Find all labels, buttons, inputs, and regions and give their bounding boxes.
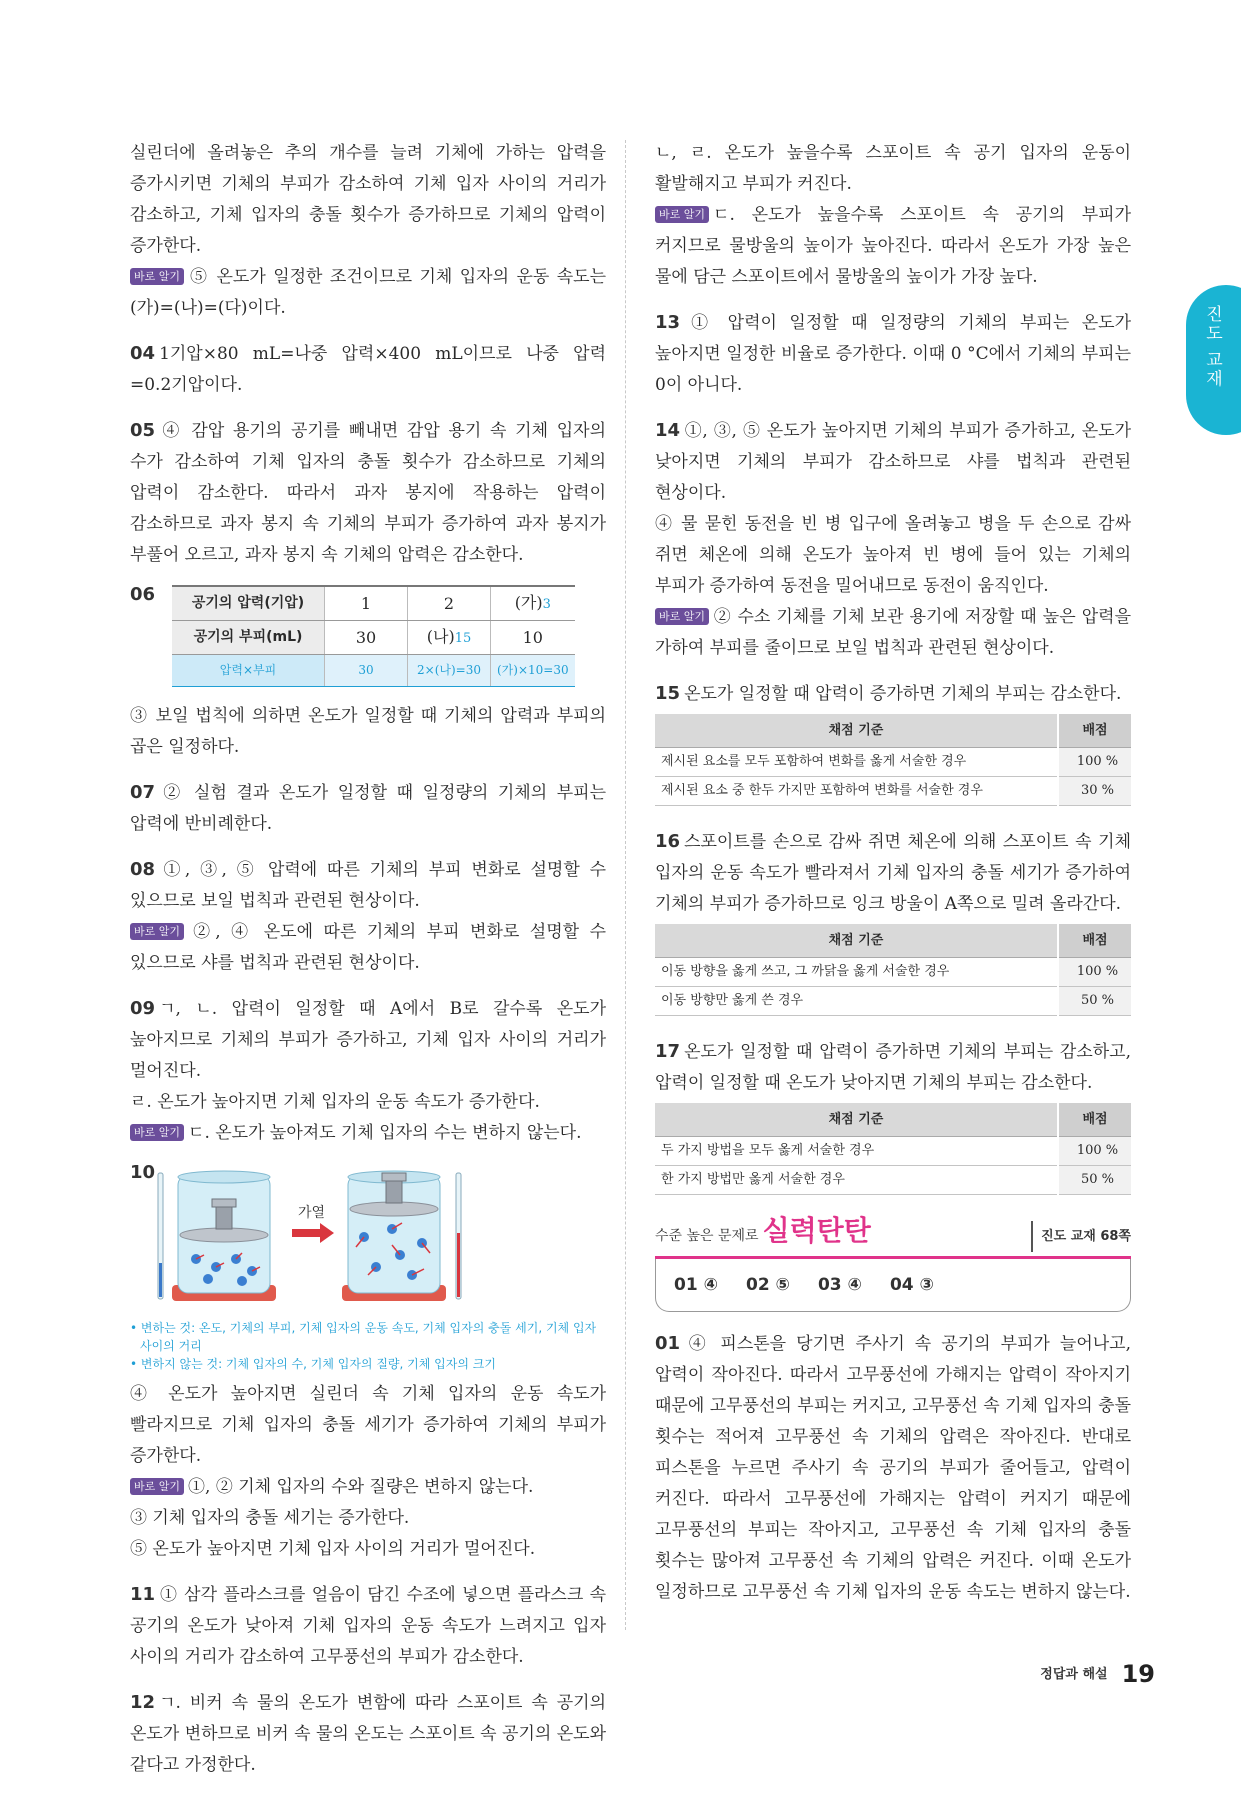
quick-answers [655,1259,1131,1312]
answer-12-correction: 바로 알기 ㄷ. 온도가 높을수록 스포이트 속 공기의 부피가 커지므로 물방울의 높이가 높아진다. 따라서 온도가 가장 높은 물에 담근 스포이트에서 물방울의 높이가 가장 높다. [655,205,1131,287]
answer-09-b: ㄹ. 온도가 높아지면 기체 입자의 운동 속도가 증가한다. [130,1092,540,1112]
changing-factors: • 변하는 것: 온도, 기체의 부피, 기체 입자의 운동 속도, 기체 입자의 충돌 세기, 기체 입자 사이의 거리 [130,1321,597,1353]
column-divider [625,140,626,1630]
answer-06: 06 공기의 압력(기압) 1 2 (가)3 공기의 부피(mL) 30 (나)15 10 압력×부피 30 2×(나)=30 (가)×10=30 [130,585,606,687]
left-column [130,138,606,1795]
level-up-brand: 실력탄탄 [762,1214,871,1247]
level-up-header [655,1215,1131,1259]
intro-paragraph: 실린더에 올려놓은 추의 개수를 늘려 기체에 가하는 압력을 증가시키면 기체의 부피가 감소하여 기체 입자 사이의 거리가 감소하고, 기체 입자의 충돌 횟수가 증가하므로 기체의 압력이 증가한다. [130,143,606,256]
answer-06-text: ③ 보일 법칙에 의하면 온도가 일정할 때 기체의 압력과 부피의 곱은 일정하다. [130,706,606,757]
scoring-table-15: 채점 기준 배점 제시된 요소를 모두 포함하여 변화를 옳게 서술한 경우 100 % 제시된 요소 중 한두 가지만 포함하여 변화를 서술한 경우 30 % [655,714,1131,806]
answer-10-correction: 바로 알기 ①, ② 기체 입자의 수와 질량은 변하지 않는다. [130,1472,606,1503]
textbook-page-ref: 진도 교재 68쪽 [1031,1221,1131,1252]
heat-arrow-icon [292,1223,334,1243]
quick-answer: 04 ③ [889,1274,934,1295]
answer-09-correction: 바로 알기 ㄷ. 온도가 높아져도 기체 입자의 수는 변하지 않는다. [130,1118,606,1149]
scoring-table-16: 채점 기준 배점 이동 방향을 옳게 쓰고, 그 까닭을 옳게 서술한 경우 100 % 이동 방향만 옳게 쓴 경우 50 % [655,924,1131,1016]
answer-10: ④ 온도가 높아지면 실린더 속 기체 입자의 운동 속도가 빨라지므로 기체 입자의 충돌 세기가 증가하여 기체의 부피가 증가한다. [130,1384,606,1466]
intro-correction: 바로 알기 ⑤ 온도가 일정한 조건이므로 기체 입자의 운동 속도는 (가)=(나)=(다)이다. [130,267,606,318]
side-tab [1186,285,1241,435]
page-number: 19 [1121,1660,1155,1688]
quick-answer: 02 ⑤ [745,1274,790,1295]
answer-10-correction-2: ③ 기체 입자의 충돌 세기는 증가한다. [130,1508,410,1528]
answer-14-correction: 바로 알기 ② 수소 기체를 기체 보관 용기에 저장할 때 높은 압력을 가하여 부피를 줄이므로 보일 법칙과 관련된 현상이다. [655,607,1131,658]
right-column [655,138,1131,1622]
answer-14-b: ④ 물 묻힌 동전을 빈 병 입구에 올려놓고 병을 두 손으로 감싸 쥐면 체온에 의해 온도가 높아져 빈 병에 들어 있는 기체의 부피가 증가하여 동전을 밀어내므로 동전이 움직인다. [655,514,1131,596]
quick-answer: 01 ④ [674,1274,718,1295]
heated-cylinder-illustration [130,1163,606,1309]
answer-10-correction-3: ⑤ 온도가 높아지면 기체 입자 사이의 거리가 멀어진다. [130,1539,536,1559]
answer-15: 15 온도가 일정할 때 압력이 증가하면 기체의 부피는 감소한다. [655,683,1122,704]
answer-08: 08 ①, ③, ⑤ 압력에 따른 기체의 부피 변화로 설명할 수 있으므로 보일 법칙과 관련된 현상이다. [130,859,606,911]
level-answer-01: 01 ④ 피스톤을 당기면 주사기 속 공기의 부피가 늘어나고, 압력이 작아진다. 따라서 고무풍선에 가해지는 압력이 작아지기 때문에 고무풍선의 부피는 커지고, 고무풍선 속 기체 입자의 충돌 횟수는 적어져 고무풍선 속 기체의 압력은 작아진다. 반대로 피스톤을 누르면 주사기 속 공기의 부피가 줄어들고, 압력이 커진다. 따라서 고무풍선에 가해지는 압력이 커지기 때문에 고무풍선의 부피는 작아지고, 고무풍선 속 기체 입자의 충돌 횟수는 많아져 고무풍선 속 기체의 압력은 커진다. 이때 온도가 일정하므로 고무풍선 속 기체 입자의 운동 속도는 변하지 않는다. [655,1333,1131,1602]
answer-12: 12 ㄱ. 비커 속 물의 온도가 변함에 따라 스포이트 속 공기의 온도가 변하므로 비커 속 물의 온도는 스포이트 속 공기의 온도와 같다고 가정한다. [130,1692,606,1775]
answer-11: 11 ① 삼각 플라스크를 얼음이 담긴 수조에 넣으면 플라스크 속 공기의 온도가 낮아져 기체 입자의 운동 속도가 느려지고 입자 사이의 거리가 감소하여 고무풍선의 부피가 감소한다. [130,1584,606,1667]
level-up-section [655,1215,1131,1312]
answer-08-correction: 바로 알기 ②, ④ 온도에 따른 기체의 부피 변화로 설명할 수 있으므로 샤를 법칙과 관련된 현상이다. [130,922,606,973]
answer-04: 04 1기압×80 mL=나중 압력×400 mL이므로 나중 압력=0.2기압이다. [130,343,606,395]
answer-10-notes [130,1319,606,1373]
page-footer [1040,1660,1155,1688]
unchanging-factors: • 변하지 않는 것: 기체 입자의 수, 기체 입자의 질량, 기체 입자의 크기 [130,1357,496,1371]
scoring-table-17: 채점 기준 배점 두 가지 방법을 모두 옳게 서술한 경우 100 % 한 가지 방법만 옳게 서술한 경우 50 % [655,1103,1131,1195]
answer-14: 14 ①, ③, ⑤ 온도가 높아지면 기체의 부피가 증가하고, 온도가 낮아지면 기체의 부피가 감소하므로 샤를 법칙과 관련된 현상이다. [655,420,1131,503]
heat-label: 가열 [298,1205,326,1221]
level-up-label: 수준 높은 문제로 [655,1228,759,1244]
answer-09: 09 ㄱ, ㄴ. 압력이 일정할 때 A에서 B로 갈수록 온도가 높아지므로 기체의 부피가 증가하고, 기체 입자 사이의 거리가 멀어진다. [130,998,606,1081]
footer-title: 정답과 해설 [1040,1667,1108,1682]
answer-13: 13 ① 압력이 일정할 때 일정량의 기체의 부피는 온도가 높아지면 일정한 비율로 증가한다. 이때 0 °C에서 기체의 부피는 0이 아니다. [655,312,1131,395]
pressure-volume-table: 공기의 압력(기압) 1 2 (가)3 공기의 부피(mL) 30 (나)15 10 압력×부피 30 2×(나)=30 (가)×10=30 [172,585,575,687]
answer-12-cont: ㄴ, ㄹ. 온도가 높을수록 스포이트 속 공기 입자의 운동이 활발해지고 부피가 커진다. [655,143,1131,194]
quick-answer: 03 ④ [817,1274,862,1295]
answer-16: 16 스포이트를 손으로 감싸 쥐면 체온에 의해 스포이트 속 기체 입자의 운동 속도가 빨라져서 기체 입자의 충돌 세기가 증가하여 기체의 부피가 증가하므로 잉크 방울이 A쪽으로 밀려 올라간다. [655,831,1131,914]
side-tab-label: 진도 교재 [1202,305,1222,389]
answer-17: 17 온도가 일정할 때 압력이 증가하면 기체의 부피는 감소하고, 압력이 일정할 때 온도가 낮아지면 기체의 부피는 감소한다. [655,1041,1131,1093]
correction-tag: 바로 알기 [130,268,184,285]
answer-05: 05 ④ 감압 용기의 공기를 빼내면 감압 용기 속 기체 입자의 수가 감소하여 기체 입자의 충돌 횟수가 감소하므로 기체의 압력이 감소한다. 따라서 과자 봉지에 작용하는 압력이 감소하므로 과자 봉지 속 기체의 부피가 증가하여 과자 봉지가 부풀어 오르고, 과자 봉지 속 기체의 압력은 감소한다. [130,420,606,565]
answer-10-figure: 10 가열 [130,1163,606,1309]
answer-07: 07 ② 실험 결과 온도가 일정할 때 일정량의 기체의 부피는 압력에 반비례한다. [130,782,606,834]
